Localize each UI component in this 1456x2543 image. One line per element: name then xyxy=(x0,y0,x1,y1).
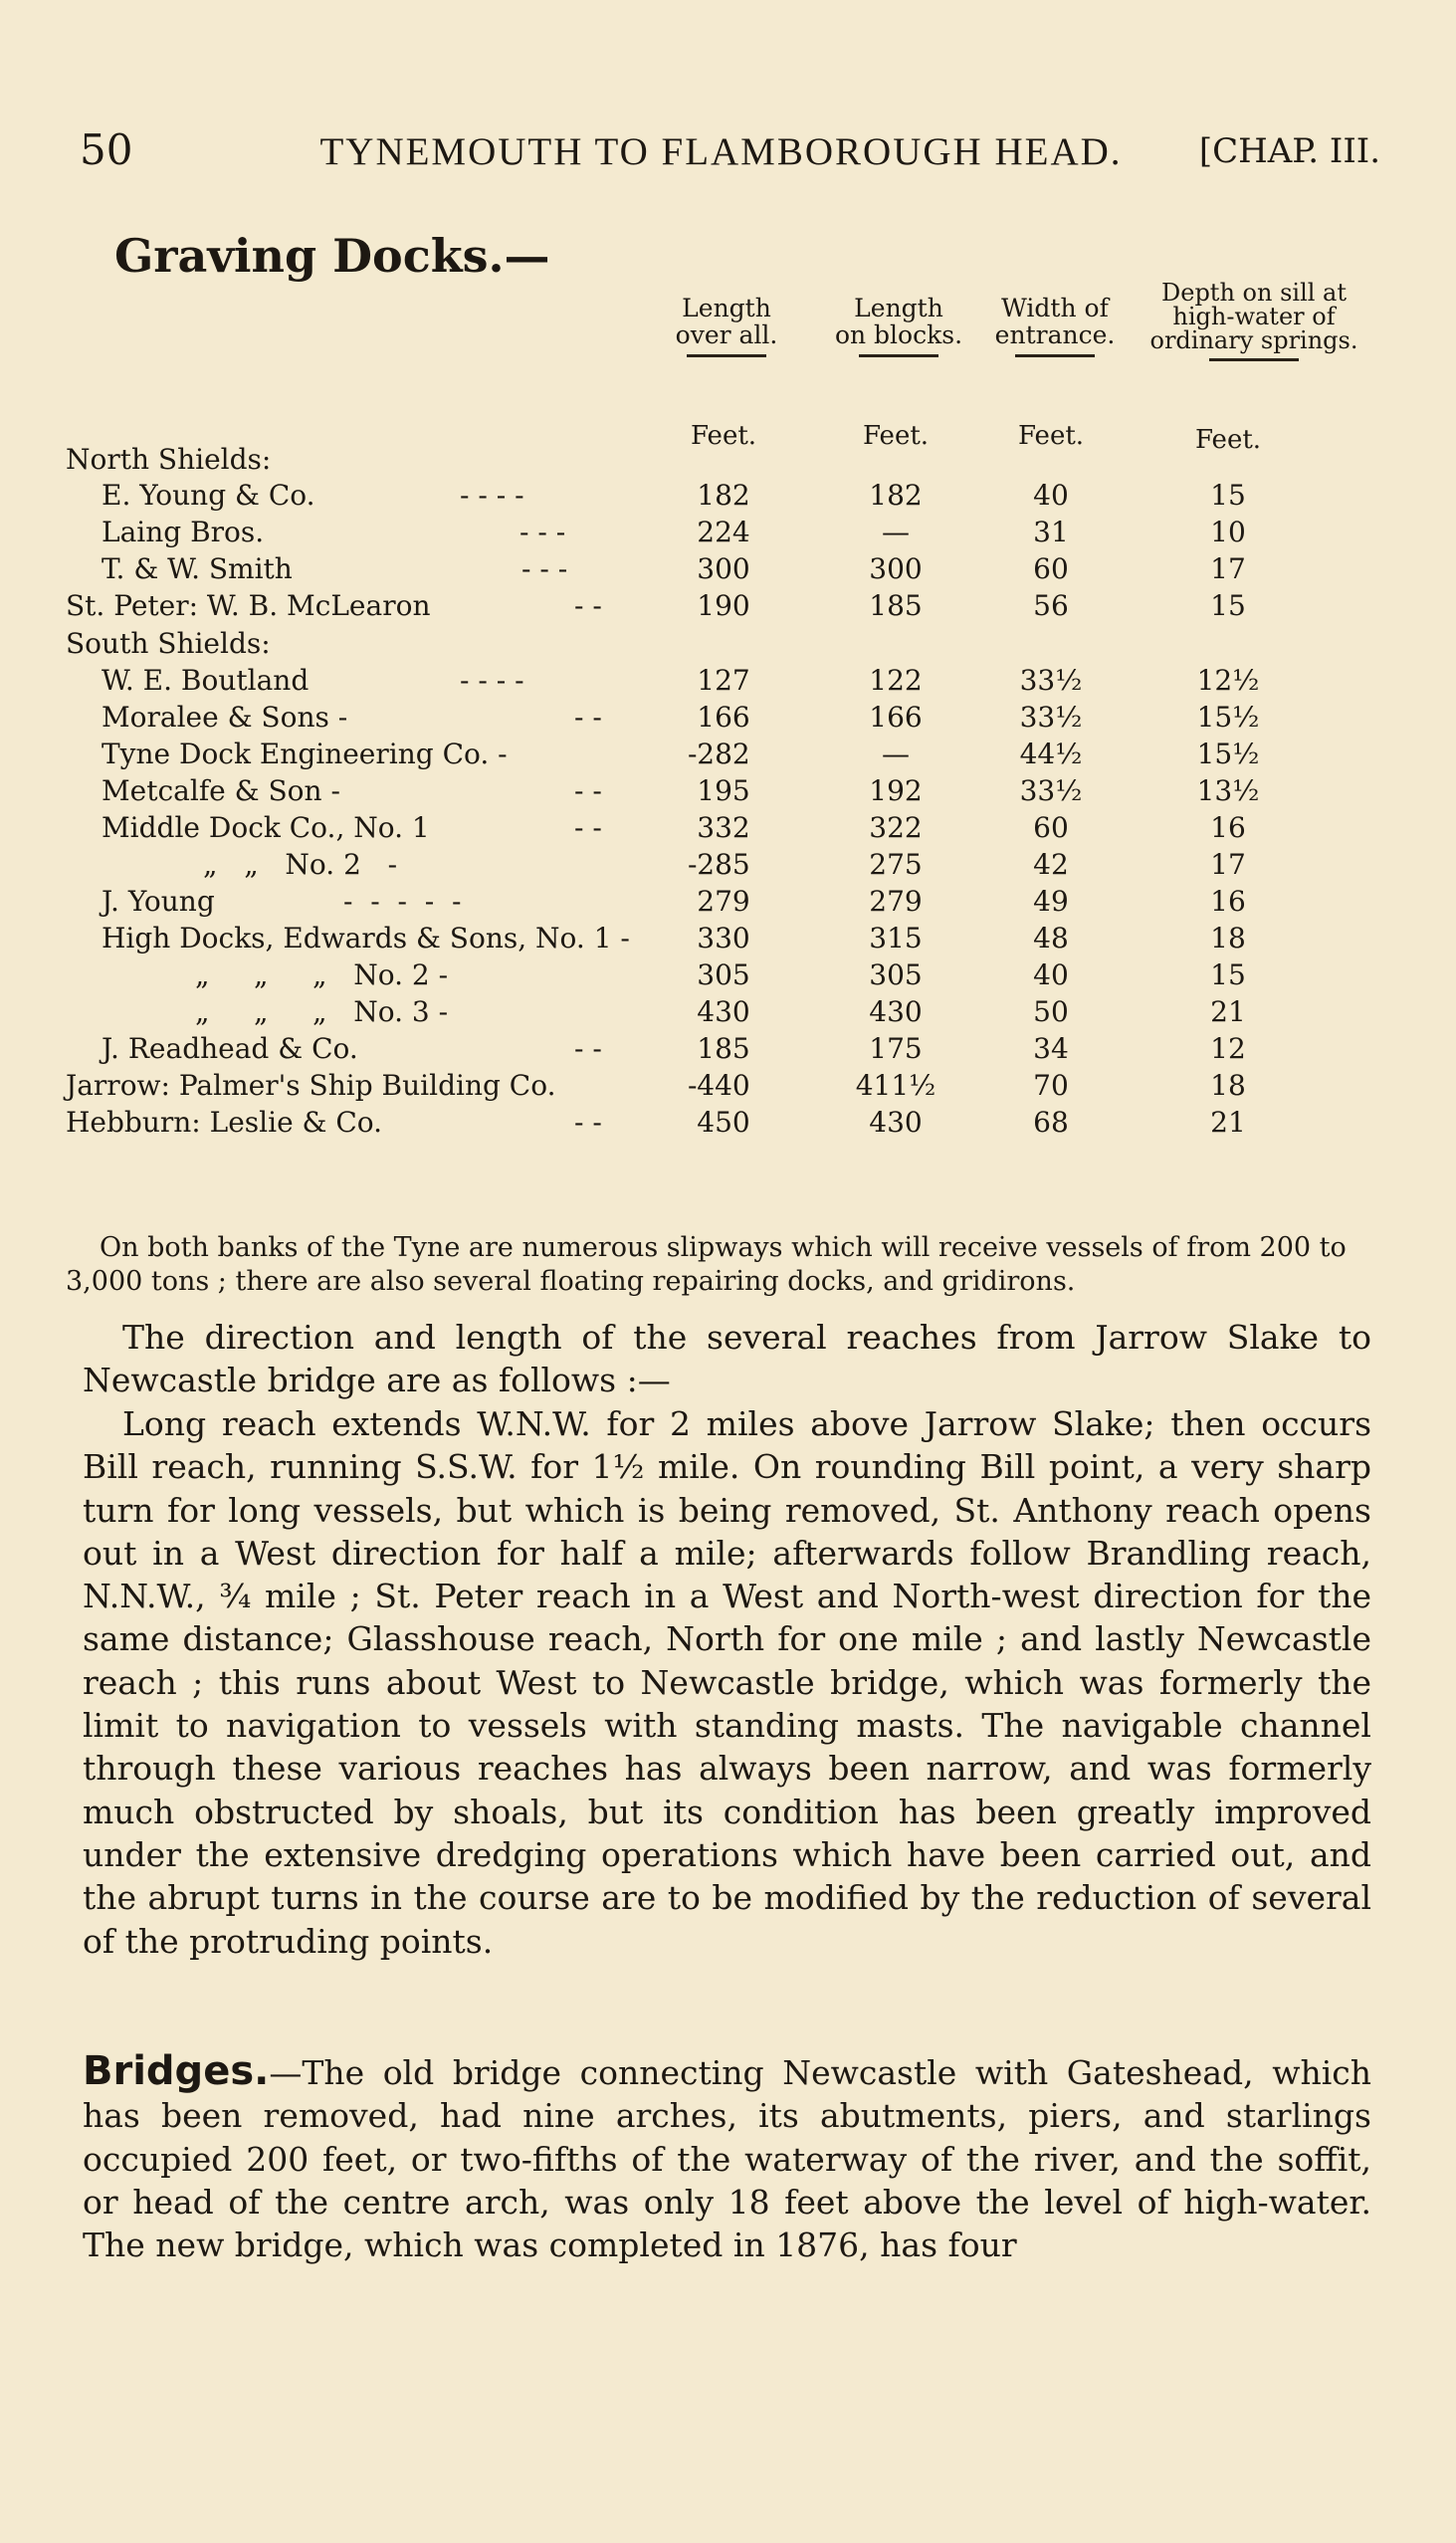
depth-on-sill: 17 xyxy=(1210,848,1246,881)
leader-dashes: - - - - - xyxy=(343,885,462,918)
dock-name: J. Readhead & Co. xyxy=(102,1032,358,1065)
leader-dashes: - xyxy=(688,1069,698,1102)
dock-name: St. Peter: W. B. McLearon xyxy=(66,589,431,622)
width-of-entrance: 49 xyxy=(1033,885,1069,918)
col-header-depth-sill: Depth on sill at high-water of ordinary springs. xyxy=(1135,281,1373,361)
leader-dashes: - - - xyxy=(521,552,568,585)
length-over-all: 450 xyxy=(697,1106,750,1139)
col-header-length-blocks: Length on blocks. xyxy=(819,295,978,357)
length-over-all: 305 xyxy=(697,958,750,991)
dock-name: Metcalfe & Son - xyxy=(102,774,340,807)
table-row xyxy=(0,516,1456,555)
bridges-text: —The old bridge connecting Newcastle with Gateshead, which has been removed, had nine arches, its abutments, piers, and starlings occupied 200 feet, or two-fifths of the waterway of the river, and the soffit, or head of the centre arch, was only 18 feet above the level of high-water. The new bridge, which was completed in 1876, has four xyxy=(83,2053,1371,2265)
length-over-all: 430 xyxy=(697,995,750,1028)
unit-feet: Feet. xyxy=(862,421,930,451)
depth-on-sill: 16 xyxy=(1210,885,1246,918)
width-of-entrance: 56 xyxy=(1033,589,1069,622)
table-row xyxy=(0,922,1456,961)
width-of-entrance: 60 xyxy=(1033,552,1069,585)
dock-name: Jarrow: Palmer's Ship Building Co. xyxy=(66,1069,556,1102)
unit-feet: Feet. xyxy=(690,421,757,451)
width-of-entrance: 60 xyxy=(1033,811,1069,844)
length-on-blocks: 315 xyxy=(869,922,923,954)
length-on-blocks: 411½ xyxy=(855,1069,936,1102)
length-over-all: 195 xyxy=(697,774,750,807)
leader-dashes: - - xyxy=(574,701,602,734)
dock-name: „ „ „ No. 3 - xyxy=(195,995,449,1028)
table-row xyxy=(0,589,1456,629)
unit-feet: Feet. xyxy=(1194,425,1262,455)
table-row xyxy=(0,885,1456,925)
table-row xyxy=(0,958,1456,998)
table-row xyxy=(0,552,1456,592)
table-row xyxy=(0,1032,1456,1072)
width-of-entrance: 31 xyxy=(1033,516,1069,548)
depth-on-sill: 12 xyxy=(1210,1032,1246,1065)
leader-dashes: - - - - xyxy=(460,479,524,512)
group-south-shields: South Shields: xyxy=(66,627,271,660)
length-on-blocks: 122 xyxy=(869,664,923,697)
length-on-blocks: 279 xyxy=(869,885,923,918)
dock-name: „ „ „ No. 2 - xyxy=(195,958,449,991)
section-title: Graving Docks.— xyxy=(114,229,550,283)
length-over-all: 282 xyxy=(697,738,750,770)
width-of-entrance: 34 xyxy=(1033,1032,1069,1065)
leader-dashes: - xyxy=(688,848,698,881)
width-of-entrance: 70 xyxy=(1033,1069,1069,1102)
dock-name: Hebburn: Leslie & Co. xyxy=(66,1106,383,1139)
length-over-all: 332 xyxy=(697,811,750,844)
length-on-blocks: 166 xyxy=(869,701,923,734)
dock-name: Tyne Dock Engineering Co. - xyxy=(102,738,508,770)
col-header-length-overall: Length over all. xyxy=(652,295,801,357)
paragraph-bridges xyxy=(83,2050,1371,2266)
width-of-entrance: 50 xyxy=(1033,995,1069,1028)
dock-name: J. Young xyxy=(102,885,215,918)
dock-name: Moralee & Sons - xyxy=(102,701,348,734)
depth-on-sill: 21 xyxy=(1210,1106,1246,1139)
table-row xyxy=(0,664,1456,704)
length-over-all: 182 xyxy=(697,479,750,512)
depth-on-sill: 15 xyxy=(1210,479,1246,512)
table-row xyxy=(0,479,1456,519)
length-over-all: 440 xyxy=(697,1069,750,1102)
length-over-all: 330 xyxy=(697,922,750,954)
running-title: TYNEMOUTH TO FLAMBOROUGH HEAD. xyxy=(319,130,1123,173)
depth-on-sill: 18 xyxy=(1210,1069,1246,1102)
length-on-blocks: 175 xyxy=(869,1032,923,1065)
length-over-all: 300 xyxy=(697,552,750,585)
length-on-blocks: 322 xyxy=(869,811,923,844)
length-on-blocks: 275 xyxy=(869,848,923,881)
dock-name: High Docks, Edwards & Sons, No. 1 - xyxy=(102,922,630,954)
leader-dashes: - - - xyxy=(520,516,566,548)
length-on-blocks: 430 xyxy=(869,1106,923,1139)
length-on-blocks: 185 xyxy=(869,589,923,622)
table-row xyxy=(0,811,1456,851)
depth-on-sill: 12½ xyxy=(1196,664,1260,697)
length-on-blocks: — xyxy=(882,516,910,548)
depth-on-sill: 15½ xyxy=(1196,701,1260,734)
length-on-blocks: 182 xyxy=(869,479,923,512)
length-over-all: 279 xyxy=(697,885,750,918)
leader-dashes: - - - - xyxy=(460,664,524,697)
depth-on-sill: 15 xyxy=(1210,958,1246,991)
dock-name: E. Young & Co. xyxy=(102,479,315,512)
paragraph-reaches-intro: The direction and length of the several reaches from Jarrow Slake to Newcastle bridge are as follows :— xyxy=(83,1318,1371,1400)
paragraph-reaches: Long reach extends W.N.W. for 2 miles above Jarrow Slake; then occurs Bill reach, running S.S.W. for 1½ mile. On rounding Bill point, a very sharp turn for long vessels, but which is being removed, St. Anthony reach opens out in a West direction for half a mile; afterwards follow Brandling reach, N.N.W., ¾ mile ; St. Peter reach in a West and North-west direction for the same distance; Glasshouse reach, North for one mile ; and lastly Newcastle reach ; this runs about West to Newcastle bridge, which was formerly the limit to navigation to vessels with standing masts. The navigable channel through these various reaches has always been narrow, and was formerly much obstructed by shoals, but its condition has been greatly improved under the extensive dredging operations which have been carried out, and the abrupt turns in the course are to be modified by the reduction of several of the protruding points. xyxy=(83,1404,1371,1961)
width-of-entrance: 40 xyxy=(1033,958,1069,991)
length-on-blocks: 192 xyxy=(869,774,923,807)
length-over-all: 190 xyxy=(697,589,750,622)
dock-name: W. E. Boutland xyxy=(102,664,310,697)
leader-dashes: - - xyxy=(574,1032,602,1065)
dock-name: T. & W. Smith xyxy=(102,552,293,585)
width-of-entrance: 48 xyxy=(1033,922,1069,954)
depth-on-sill: 15½ xyxy=(1196,738,1260,770)
dock-name: „ „ No. 2 - xyxy=(203,848,398,881)
depth-on-sill: 18 xyxy=(1210,922,1246,954)
table-footnote: On both banks of the Tyne are numerous slipways which will receive vessels of from 200 to 3,000 tons ; there are also several floating repairing docks, and gridirons. xyxy=(66,1232,1347,1297)
table-row xyxy=(0,848,1456,888)
table-row xyxy=(0,738,1456,777)
unit-feet: Feet. xyxy=(1017,421,1085,451)
bridges-heading: Bridges. xyxy=(83,2048,270,2094)
width-of-entrance: 42 xyxy=(1033,848,1069,881)
length-on-blocks: 305 xyxy=(869,958,923,991)
leader-dashes: - - xyxy=(574,774,602,807)
leader-dashes: - - xyxy=(574,1106,602,1139)
group-north-shields: North Shields: xyxy=(66,443,272,476)
table-row xyxy=(0,701,1456,741)
length-on-blocks: — xyxy=(882,738,910,770)
col-header-width-entrance: Width of entrance. xyxy=(970,295,1140,357)
depth-on-sill: 15 xyxy=(1210,589,1246,622)
length-over-all: 285 xyxy=(697,848,750,881)
width-of-entrance: 68 xyxy=(1033,1106,1069,1139)
running-header xyxy=(62,125,1380,175)
width-of-entrance: 33½ xyxy=(1019,664,1083,697)
table-row xyxy=(0,1106,1456,1146)
width-of-entrance: 40 xyxy=(1033,479,1069,512)
width-of-entrance: 33½ xyxy=(1019,701,1083,734)
depth-on-sill: 16 xyxy=(1210,811,1246,844)
length-over-all: 224 xyxy=(697,516,750,548)
table-row xyxy=(0,774,1456,814)
length-on-blocks: 430 xyxy=(869,995,923,1028)
table-row xyxy=(0,1069,1456,1109)
length-over-all: 127 xyxy=(697,664,750,697)
depth-on-sill: 17 xyxy=(1210,552,1246,585)
dock-name: Middle Dock Co., No. 1 xyxy=(102,811,430,844)
leader-dashes: - xyxy=(688,738,698,770)
depth-on-sill: 21 xyxy=(1210,995,1246,1028)
width-of-entrance: 33½ xyxy=(1019,774,1083,807)
leader-dashes: - - xyxy=(574,589,602,622)
length-on-blocks: 300 xyxy=(869,552,923,585)
depth-on-sill: 13½ xyxy=(1196,774,1260,807)
table-row xyxy=(0,995,1456,1035)
length-over-all: 166 xyxy=(697,701,750,734)
chapter-label: [CHAP. III. xyxy=(1198,131,1380,171)
depth-on-sill: 10 xyxy=(1210,516,1246,548)
leader-dashes: - - xyxy=(574,811,602,844)
length-over-all: 185 xyxy=(697,1032,750,1065)
width-of-entrance: 44½ xyxy=(1019,738,1083,770)
dock-name: Laing Bros. xyxy=(102,516,265,548)
page-number: 50 xyxy=(80,125,133,174)
